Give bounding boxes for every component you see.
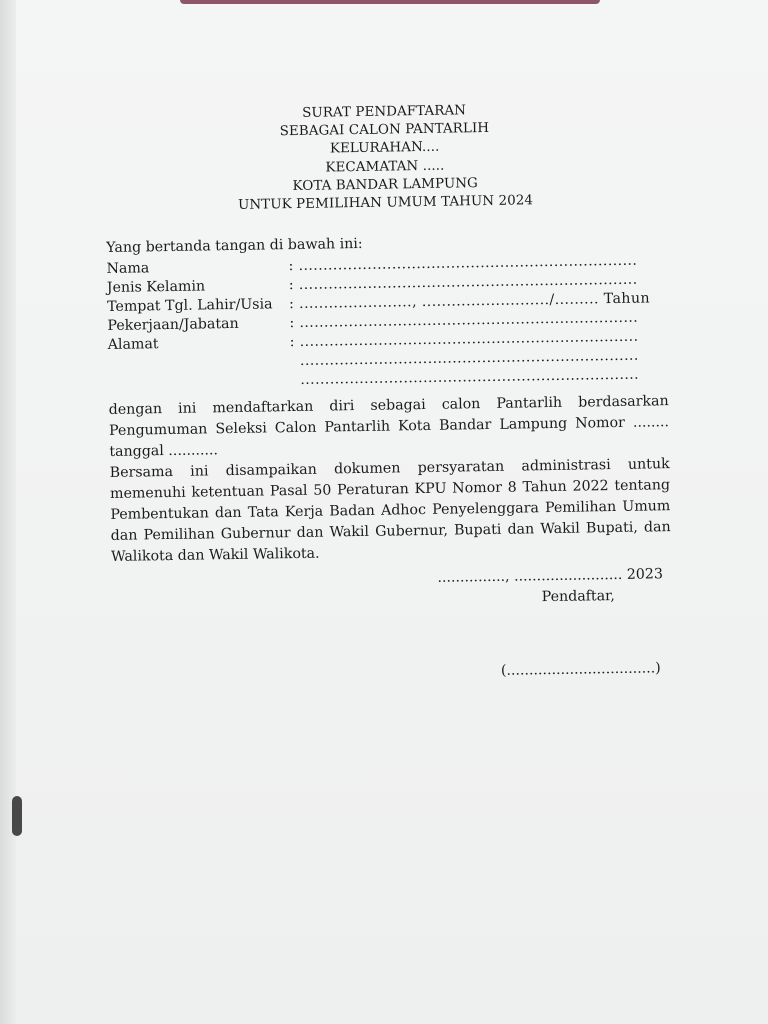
letter-body [104,99,671,679]
paragraph-2-line-2: memenuhi ketentuan Pasal 50 Peraturan KPU Nomor 8 Tahun 2022 tentang [109,477,671,502]
heading-line-3: KELURAHAN.... [329,140,440,157]
field-alamat-blank: ..................................................................... [299,328,639,350]
paragraph-documents [110,454,672,568]
field-nama-colon: : [288,258,294,275]
heading-line-5: KOTA BANDAR LAMPUNG [292,175,479,194]
field-nama-label: Nama [106,260,150,277]
field-jenis-kelamin-colon: : [288,277,294,294]
heading-line-6: UNTUK PEMILIHAN UMUM TAHUN 2024 [237,193,534,213]
signature-role: Pendaftar, [541,588,615,606]
heading-line-1: SURAT PENDAFTARAN [302,103,467,121]
field-alamat-blank-2: ..................................................................... [299,347,639,369]
field-pekerjaan-label: Pekerjaan/Jabatan [107,315,239,334]
top-binding-strip [180,0,600,4]
field-alamat-colon: : [289,334,295,351]
left-margin-mark [12,796,22,836]
field-ttl-blank: ......................., ........................../......... Tahun [298,290,651,312]
page-edge-shadow [0,0,16,1024]
paragraph-1-line-3: tanggal ........... [109,442,219,460]
field-ttl-colon: : [288,296,295,313]
paragraph-2-line-3: Pembentukan dan Tata Kerja Badan Adhoc Penyelenggara Pemilihan Umum [110,498,671,523]
field-alamat-label: Alamat [107,336,159,353]
field-jenis-kelamin-blank: ..................................................................... [298,271,638,293]
field-ttl-label: Tempat Tgl. Lahir/Usia [107,296,273,315]
paragraph-2-line-1: Bersama ini disampaikan dokumen persyaratan administrasi untuk [109,456,670,481]
field-nama-blank: ..................................................................... [298,252,638,274]
heading-line-2: SEBAGAI CALON PANTARLIH [279,121,490,140]
field-pekerjaan-colon: : [289,315,295,332]
signature-place-date: ..............., ........................ 2023 [437,566,664,586]
heading-line-4: KECAMATAN ..... [325,158,445,176]
intro-text: Yang bertanda tangan di bawah ini: [106,235,363,256]
signature-name-line: (.................................) [500,660,661,679]
field-alamat-blank-3: ..................................................................... [300,366,640,388]
paragraph-2-line-5: Walikota dan Wakil Walikota. [110,545,320,565]
letter-heading [104,99,666,217]
field-pekerjaan-blank: ..................................................................... [299,309,639,331]
paragraph-1-line-1: dengan ini mendaftarkan diri sebagai calon Pantarlih berdasarkan [108,393,669,418]
field-jenis-kelamin-label: Jenis Kelamin [106,278,206,296]
paragraph-1-line-2: Pengumuman Seleksi Calon Pantarlih Kota Bandar Lampung Nomor ........ [108,414,670,439]
paragraph-2-line-4: dan Pemilihan Gubernur dan Wakil Gubernur, Bupati dan Wakil Bupati, dan [110,519,671,544]
paragraph-registration [109,391,670,463]
